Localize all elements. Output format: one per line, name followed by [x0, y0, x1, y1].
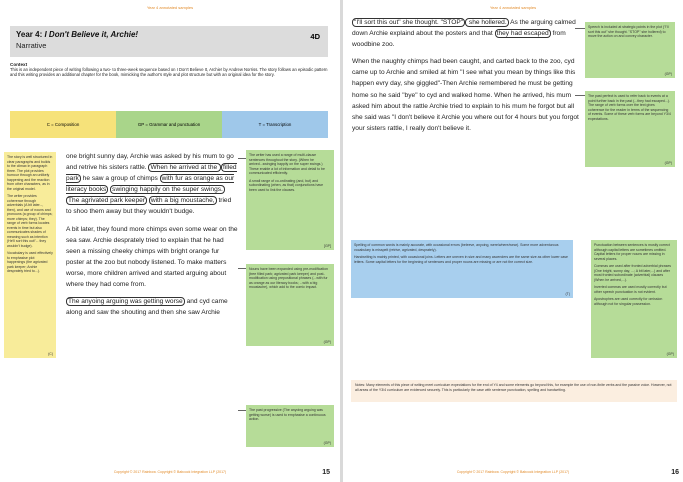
grammar-note-past-perfect: The past perfect is used to refer back to events at a point further back in the past (...they had escaped...). The range of verb forms over the text gives coherence for the reader in terms of the sequencing of events. Some of these verb forms are beyond Y3/4 expectations. (GP): [585, 91, 675, 167]
key-composition: C = Composition: [10, 111, 116, 138]
story-paragraph-5: When the naughty chimps had been caught, and carted back to the zoo, cyd came up to Archie and smiled at him "I see what you mean by things like this happen evry day, she giggled"-Then Archie remembered he must be getting home so he said "bye" to cyd and walked home. When he arrived, his mum asked him about the rattle Archie tried to explain to his mum he forgot but all she said was "I don't believe it Archie you where out for 4 hours but you forgot your sisters rattle, I really don't believe it.: [352, 58, 579, 132]
connector-line: [238, 158, 246, 159]
copyright: Copyright © 2017 Rainbow. Copyright © Babcock Integration LLP (2017): [456, 470, 570, 474]
context-heading: Context: [10, 62, 28, 67]
connector-line: [575, 95, 585, 96]
key-transcription: T = Transcription: [222, 111, 328, 138]
grammar-note-nouns: Nouns have been expanded using pre-modification (tree filled park; agrivated park keeper) and post-modification using prepositional phrases (...with fur as orange as our literacy books; ...with a big moustache), which add to the comic impact. (GP): [246, 264, 334, 346]
right-page: [343, 0, 683, 482]
page-number: 16: [671, 469, 679, 476]
story-paragraph-3: The anyoing arguing was getting worse and cyd came along and saw the shouting and then she saw Archie: [66, 298, 228, 317]
story-paragraph-1: one bright sunny day, Archie was asked by his mum to go and retrive his sisters rattle. When he arrived at the filled park he saw a group of chimps with fur as orange as our literacy books swinging happily on the super swings. The agrivated park keeper with a big moustache, tried to shoo them away but they wouldn't budge.: [66, 153, 237, 216]
level-badge: 4D: [310, 32, 320, 41]
story-text: [352, 17, 584, 134]
story-paragraph-4: "I'll sort this out" she thought. "STOP" she hollered. As the arguing calmed down Archie explaind about the posters and that they had escaped from woodbine zoo.: [352, 19, 576, 49]
story-text: [66, 151, 238, 318]
genre-label: Narrative: [16, 41, 47, 50]
context-text: This is an independent piece of writing following a two- to three-week sequence based on I Don't Believe It, Archie! by Andrew Norriss. The story follows an episodic pattern and this writing provides an additional chapter for the book, mimicking the author's style and plot structure but with an original idea for the story.: [10, 67, 328, 78]
copyright: Copyright © 2017 Rainbow. Copyright © Babcock Integration LLP (2017): [113, 470, 227, 474]
connector-line: [575, 28, 585, 29]
page-number: 15: [322, 469, 330, 476]
grammar-note-progressive: The past progressive (The anyoing arguing was getting worse) is used to emphasise a continuous action. (GP): [246, 405, 334, 447]
title-box: [10, 26, 328, 57]
transcription-note: Spelling of common words is mainly accurate, with occasional errors (beleeve, anyoing, were/where/wear). Some more adventurous vocabulary is misspelt (retrive, agrivated, desprately). Handwriting is mainly printed, with occasional joins. Letters are uneven in size and many ascenders are the same size as other lower case letters. Some capital letters for the beginning of sentences and proper nouns are missing or are not the correct size. (T): [351, 240, 573, 298]
story-paragraph-2: A bit later, they found more chimps even some wear on the sea saw. Archie desprately tried to explain that he had seen a missing cheeky chimps with bright orange fur poster at the zoo but nobody listened. To make matters worse, more children arrived and started arguing about where they had come from.: [66, 225, 238, 289]
context-section: [10, 62, 328, 78]
summary-note: Notes: Many elements of this piece of writing meet curriculum expectations for the end of Y4 and some elements go beyond this, for example the use of non-finite verbs and the passive voice. However, not all areas of the Y3/4 curriculum are evidenced securely. This is particularly the case with sentence punctuation, spelling and handwriting.: [351, 380, 677, 402]
book-title: I Don't Believe it, Archie!: [44, 30, 139, 39]
page-title: Year 4: I Don't Believe it, Archie!: [16, 30, 139, 39]
composition-note: The story is well structured in clear paragraphs and builds to the climax in paragraph three. The plot provides humour through an unlikely happening and the reaction from other characters, as in the original model. The writer provides coherence through adverbials (A bit later..., then), and use of nouns and pronouns (a group of chimps; more chimps; they). The range of verb forms locates events in time but also communicates shades of meaning such as intention (He'll sort this out!'... they wouldn't budge). Vocabulary is used effectively to emphasise plot happenings (the agrivated park keeper; Archie desprately tried to...). (C): [4, 152, 56, 358]
left-page: [0, 0, 340, 482]
grammar-note-sentences: The writer has used a range of multi-clause sentences throughout the story. (When he arrived...swinging happily on the super swings.) These enable a lot of information and detail to be communicated efficiently. A small range of co-ordinating (and, but) and subordinating (when, as that) conjunctions have been used to link the clauses. [GP]: [246, 150, 334, 250]
connector-line: [238, 268, 246, 269]
page-header: Year 4 annotated samples: [489, 5, 537, 10]
page-header: Year 4 annotated samples: [146, 5, 194, 10]
key-grammar: GP = Grammar and punctuation: [116, 111, 222, 138]
grammar-note-punctuation: Punctuation between sentences is mostly correct although capital letters are sometimes omitted. Capital letters for proper nouns are missing in several places. Commas are used after fronted adverbial phrases (One bright, sunny day, ...; A bit later,...) and after most fronted subordinate (adverbial) clauses (When he arrived,...). Inverted commas are used mostly correctly but other speech punctuation is not evident. Apostrophes are used correctly for omission although not for singular possession. (GP): [591, 240, 677, 358]
connector-line: [238, 410, 246, 411]
grammar-note-speech: Speech is included at strategic points in the plot ("I'll sort this out" she thought. "STOP" she hollered) to move the action on and convey character. (GP): [585, 22, 675, 78]
